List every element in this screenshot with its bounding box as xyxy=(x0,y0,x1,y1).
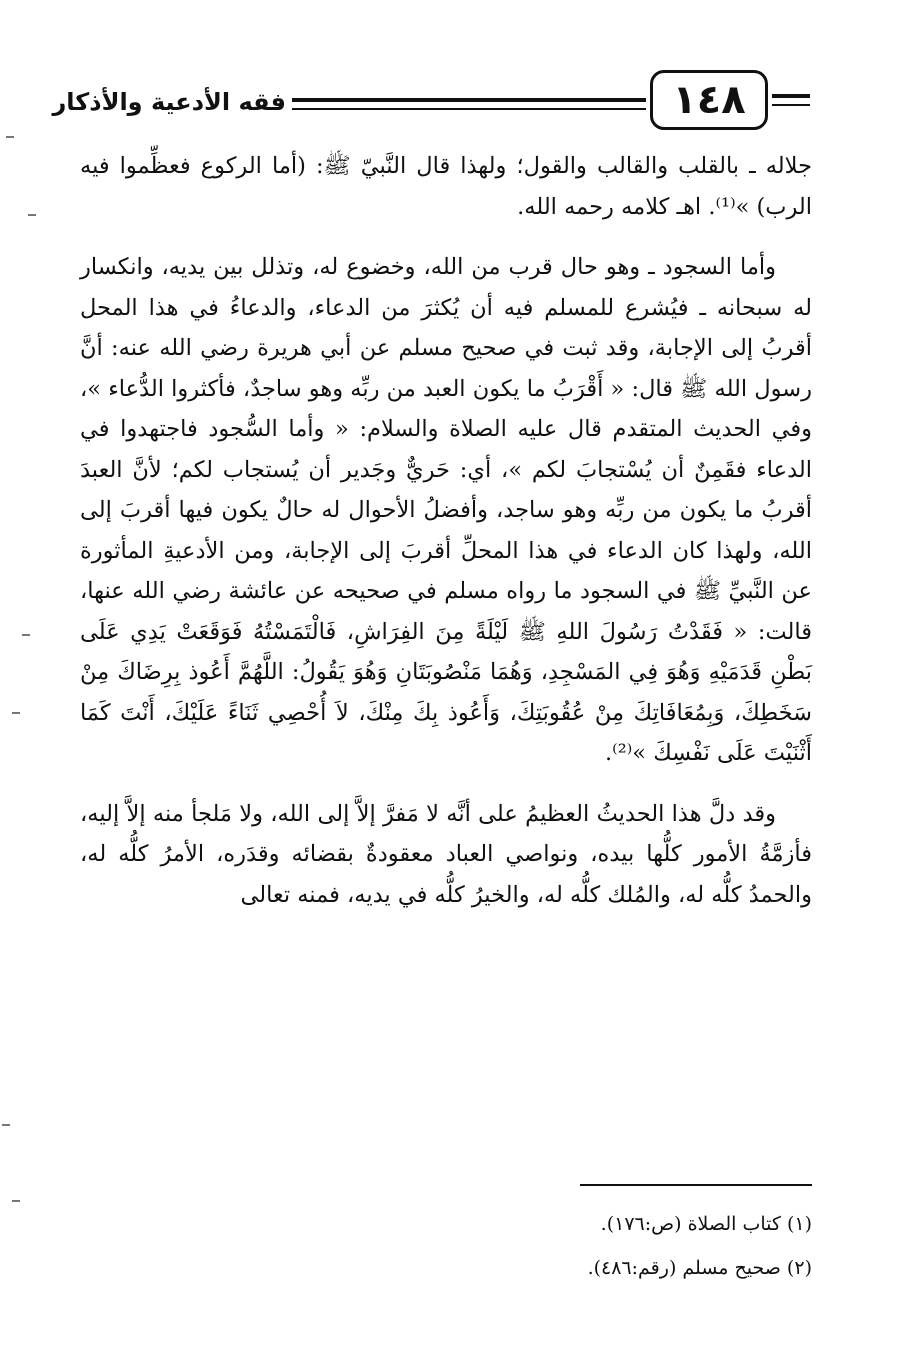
margin-mark xyxy=(12,712,20,714)
book-title: فقه الأدعية والأذكار xyxy=(52,88,286,116)
footnotes xyxy=(300,1202,812,1290)
paragraph-3: وقد دلَّ هذا الحديثُ العظيمُ على أنَّه لا مَفرَّ إلاَّ إلى الله، ولا مَلجأ منه إلاَّ إليه، فأزمَّةُ الأمور كلُّها بيده، ونواصي العباد معقودةٌ بقضائه وقدَره، الأمرُ كلُّه له، والحمدُ كلُّه له، والمُلك كلُّه له، والخيرُ كلُّه في يديه، فمنه تعالى xyxy=(80,800,812,908)
page-number: ١٤٨ xyxy=(650,70,768,130)
page-header xyxy=(30,70,810,138)
margin-mark xyxy=(22,634,30,636)
margin-mark xyxy=(28,214,36,216)
margin-mark xyxy=(12,1200,20,1202)
header-rule-right xyxy=(772,94,810,106)
main-text xyxy=(80,146,812,915)
margin-mark xyxy=(6,136,14,138)
header-rule-left xyxy=(292,98,646,110)
paragraph-1: جلاله ـ بالقلب والقالب والقول؛ ولهذا قال النَّبيّ ﷺ: (أما الركوع فعظِّموا فيه الرب) »⁽¹⁾. اهـ كلامه رحمه الله. xyxy=(80,153,812,220)
footnote-1: (١) كتاب الصلاة (ص:١٧٦). xyxy=(600,1213,812,1235)
margin-mark xyxy=(2,1124,10,1126)
footnote-2: (٢) صحيح مسلم (رقم:٤٨٦). xyxy=(587,1257,812,1279)
footnote-separator xyxy=(580,1184,812,1186)
paragraph-2: وأما السجود ـ وهو حال قرب من الله، وخضوع له، وتذلل بين يديه، وانكسار له سبحانه ـ فيُشرع للمسلم فيه أن يُكثرَ من الدعاء، والدعاءُ في هذا المحل أقربُ إلى الإجابة، وقد ثبت في صحيح مسلم عن أبي هريرة رضي الله عنه: أنَّ رسول الله ﷺ قال: « أَقْرَبُ ما يكون العبد من ربِّه وهو ساجدٌ، فأكثروا الدُّعاء »، وفي الحديث المتقدم قال عليه الصلاة والسلام: « وأما السُّجود فاجتهدوا في الدعاء فقَمِنٌ أن يُسْتجابَ لكم »، أي: حَريٌّ وجَدير أن يُستجاب لكم؛ لأنَّ العبدَ أقربُ ما يكون من ربِّه وهو ساجد، وأفضلُ الأحوال له حالٌ يكون فيها أقربَ إلى الله، ولهذا كان الدعاء في هذا المحلِّ أقربَ إلى الإجابة، ومن الأدعيةِ المأثورة عن النَّبيِّ ﷺ في السجود ما رواه مسلم في صحيحه عن عائشة رضي الله عنها، قالت: « فَقَدْتُ رَسُولَ اللهِ ﷺ لَيْلَةً مِنَ الفِرَاشِ، فَالْتَمَسْتُهُ فَوَقَعَتْ يَدِي عَلَى بَطْنِ قَدَمَيْهِ وَهُوَ فِي المَسْجِدِ، وَهُمَا مَنْصُوبَتَانِ وَهُوَ يَقُولُ: اللَّهُمَّ أَعُوذ بِرِضَاكَ مِنْ سَخَطِكَ، وَبِمُعَافَاتِكَ مِنْ عُقُوبَتِكَ، وَأَعُوذ بِكَ مِنْكَ، لاَ أُحْصِي ثَنَاءً عَلَيْكَ، أَنْتَ كَمَا أَثْنَيْتَ عَلَى نَفْسِكَ »⁽²⁾. xyxy=(80,254,812,766)
